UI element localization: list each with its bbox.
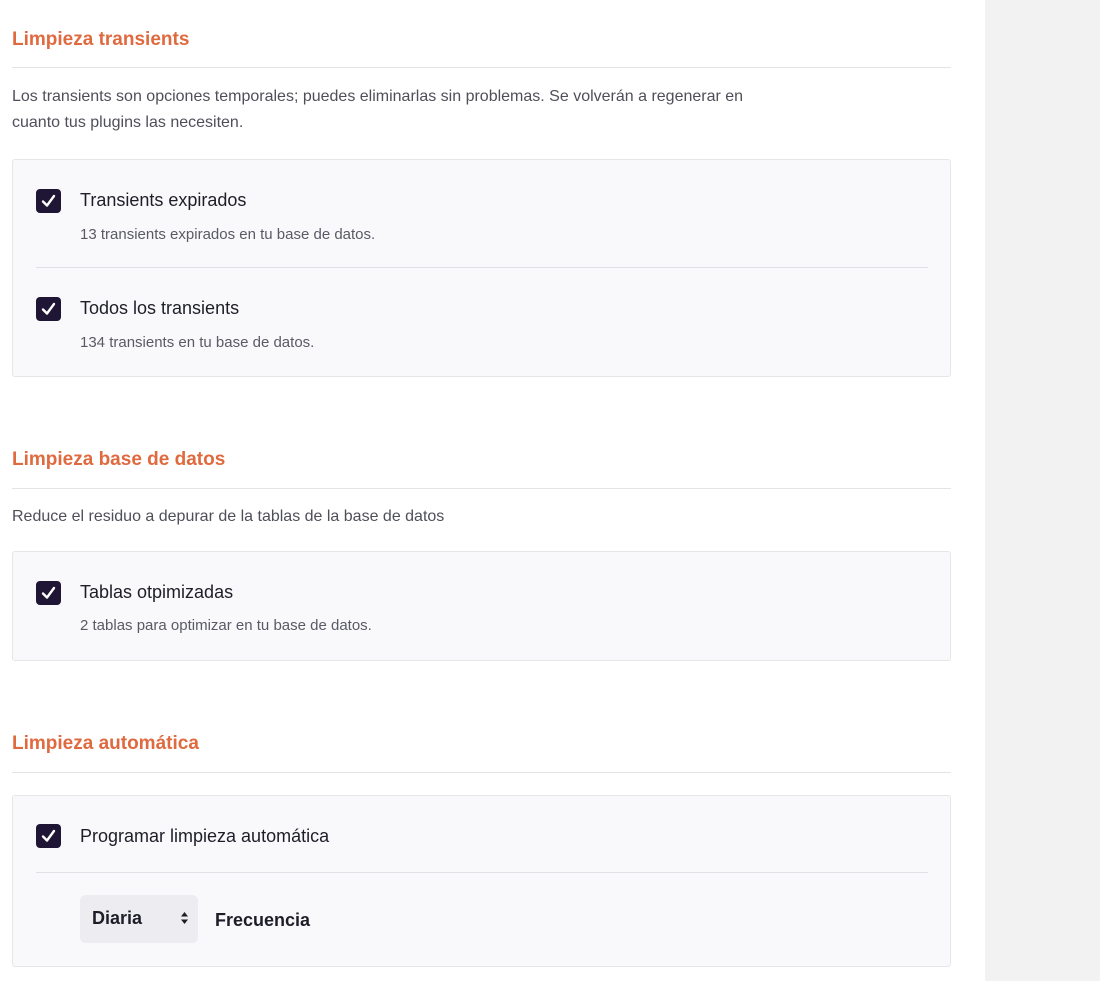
option-label: Tablas otpimizadas: [80, 582, 234, 602]
option-divider: [36, 872, 928, 873]
option-todos-transients[interactable]: [13, 268, 950, 376]
option-description: 13 transients expirados en tu base de datos.: [80, 226, 376, 243]
check-icon: [41, 194, 56, 208]
option-label: Programar limpieza automática: [80, 826, 330, 846]
option-description: 2 tablas para optimizar en tu base de datos.: [80, 617, 372, 634]
checkbox[interactable]: [36, 581, 61, 605]
check-icon: [41, 829, 56, 843]
section-divider: [12, 67, 951, 68]
section-description: [12, 84, 951, 136]
frequency-label: Frecuencia: [215, 910, 311, 930]
option-label: Todos los transients: [80, 298, 240, 318]
frequency-selected-value: Diaria: [92, 908, 143, 928]
checkbox[interactable]: [36, 297, 61, 321]
automatic-options-panel: [12, 795, 951, 967]
option-label: Transients expirados: [80, 190, 247, 210]
section-divider: [12, 772, 951, 773]
check-icon: [41, 586, 56, 600]
frequency-select[interactable]: [80, 895, 198, 943]
database-options-panel: [12, 551, 951, 661]
checkbox[interactable]: [36, 189, 61, 213]
description-line-1: Los transients son opciones temporales; puedes eliminarlas sin problemas. Se volverán a regenerar en: [12, 88, 744, 105]
section-title-database: Limpieza base de datos: [12, 449, 226, 470]
section-title-transients: Limpieza transients: [12, 29, 190, 50]
description-line-2: cuanto tus plugins las necesiten.: [12, 114, 244, 131]
up-down-arrows-icon: [180, 909, 189, 927]
option-tablas-optimizadas[interactable]: [13, 552, 950, 660]
option-transients-expirados[interactable]: [13, 160, 950, 268]
section-description: Reduce el residuo a depurar de la tablas de la base de datos: [12, 508, 445, 525]
transients-options-panel: [12, 159, 951, 377]
check-icon: [41, 302, 56, 316]
option-programar-limpieza[interactable]: [13, 796, 950, 872]
section-title-automatic: Limpieza automática: [12, 733, 199, 754]
checkbox[interactable]: [36, 824, 61, 848]
section-divider: [12, 488, 951, 489]
right-sidebar: [985, 0, 1100, 981]
option-description: 134 transients en tu base de datos.: [80, 334, 315, 351]
